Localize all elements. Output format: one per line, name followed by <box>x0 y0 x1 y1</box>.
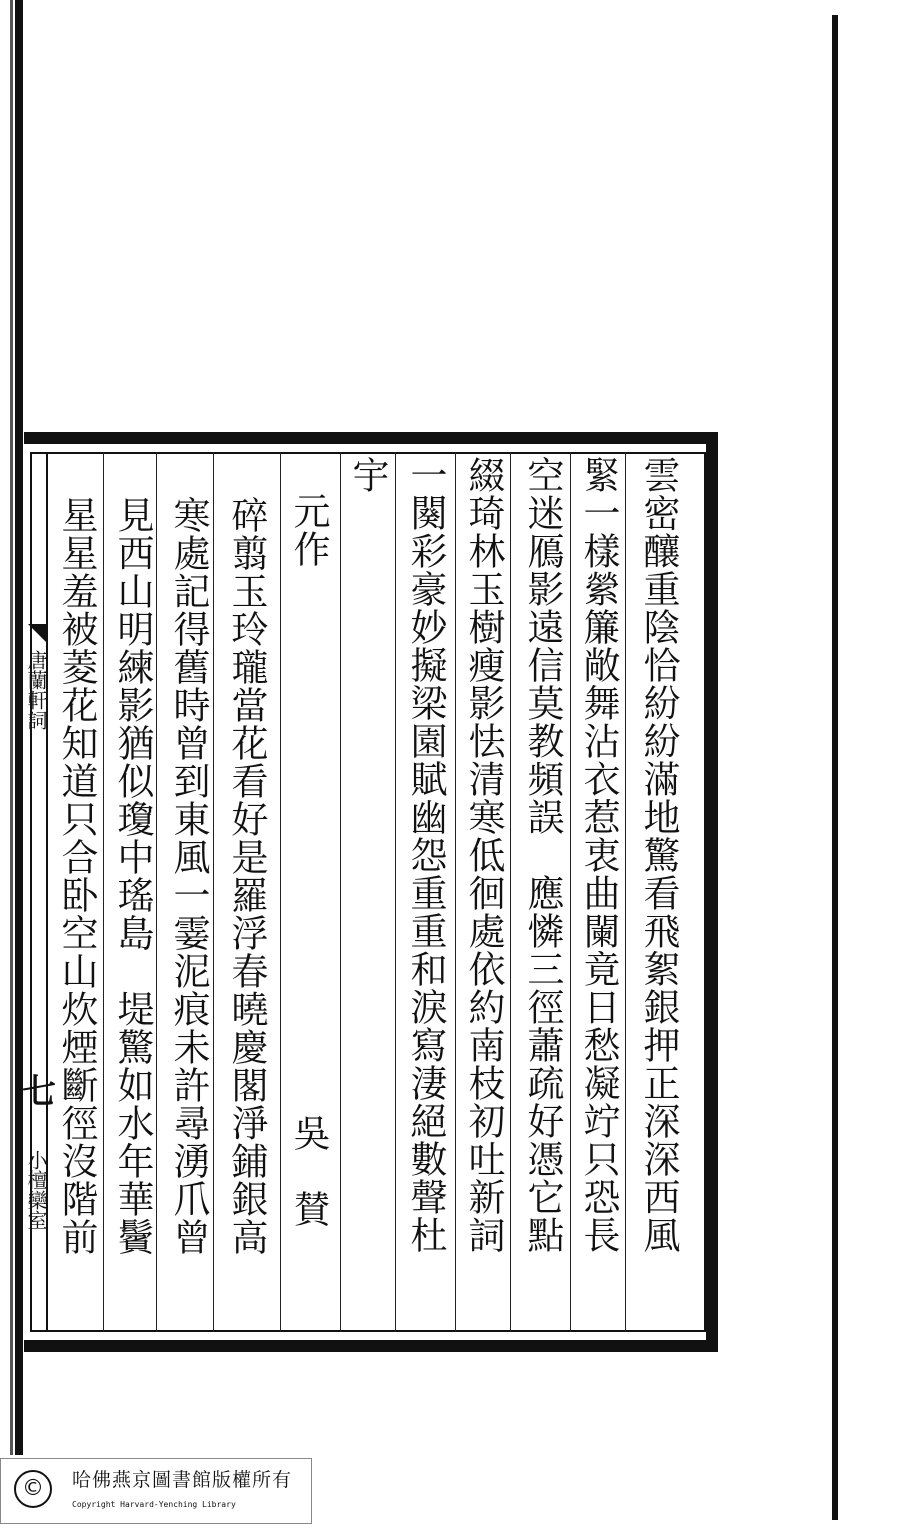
text-column-9: 寒處記得舊時曾到東風一霎泥痕未許尋湧爪曾 <box>167 496 210 1256</box>
page-edge-right <box>832 15 838 1520</box>
text-column-3: 空迷鴈影遠信莫教頻誤 應憐三徑蕭疏好憑它點 <box>521 456 564 1254</box>
column-rule <box>455 452 456 1332</box>
text-column-11: 星星羞被菱花知道只合卧空山炊煙斷徑沒階前 <box>55 496 98 1256</box>
text-column-4: 綴琦林玉樹瘦影怯清寒低徊處依約南枝初吐新詞 <box>462 456 505 1254</box>
fishtail-mark <box>28 624 48 644</box>
author-annotation: 吳 賛 <box>287 1114 330 1228</box>
page-edge-line <box>15 0 23 1455</box>
text-column-8: 碎翦玉玲瓏當花看好是羅浮春曉慶閣淨鋪銀高 <box>225 496 268 1256</box>
text-column-2: 緊一樣縈簾敞舞沾衣惹衷曲闌竟日愁凝竚只恐長 <box>577 456 620 1254</box>
copyright-icon: © <box>14 1470 52 1508</box>
page-number: 七 <box>22 1072 56 1112</box>
copyright-english: Copyright Harvard-Yenching Library <box>72 1500 236 1509</box>
text-column-1: 雲密釀重陰恰紛紛滿地驚看飛絮銀押正深深西風 <box>637 456 680 1254</box>
margin-title: 唐蘭軒詞 <box>24 650 48 730</box>
column-rule <box>156 452 157 1332</box>
page-edge-shadow <box>10 0 13 1455</box>
margin-studio: 小檀欒室 <box>24 1150 48 1230</box>
column-rule <box>625 452 626 1332</box>
text-column-6: 宇 <box>346 456 389 494</box>
column-rule <box>103 452 104 1332</box>
text-column-10: 見西山明練影猶似瓊中瑤島 堤驚如水年華鬢 <box>111 496 154 1256</box>
column-rule <box>570 452 571 1332</box>
column-rule <box>213 452 214 1332</box>
column-rule <box>340 452 341 1332</box>
text-column-5: 一闋彩豪妙擬梁園賦幽怨重重和淚寫淒絕數聲杜 <box>404 456 447 1254</box>
column-rule <box>510 452 511 1332</box>
column-rule <box>280 452 281 1332</box>
column-rule <box>395 452 396 1332</box>
text-column-7: 元作 <box>287 492 330 568</box>
copyright-chinese: 哈佛燕京圖書館版權所有 <box>72 1469 293 1491</box>
